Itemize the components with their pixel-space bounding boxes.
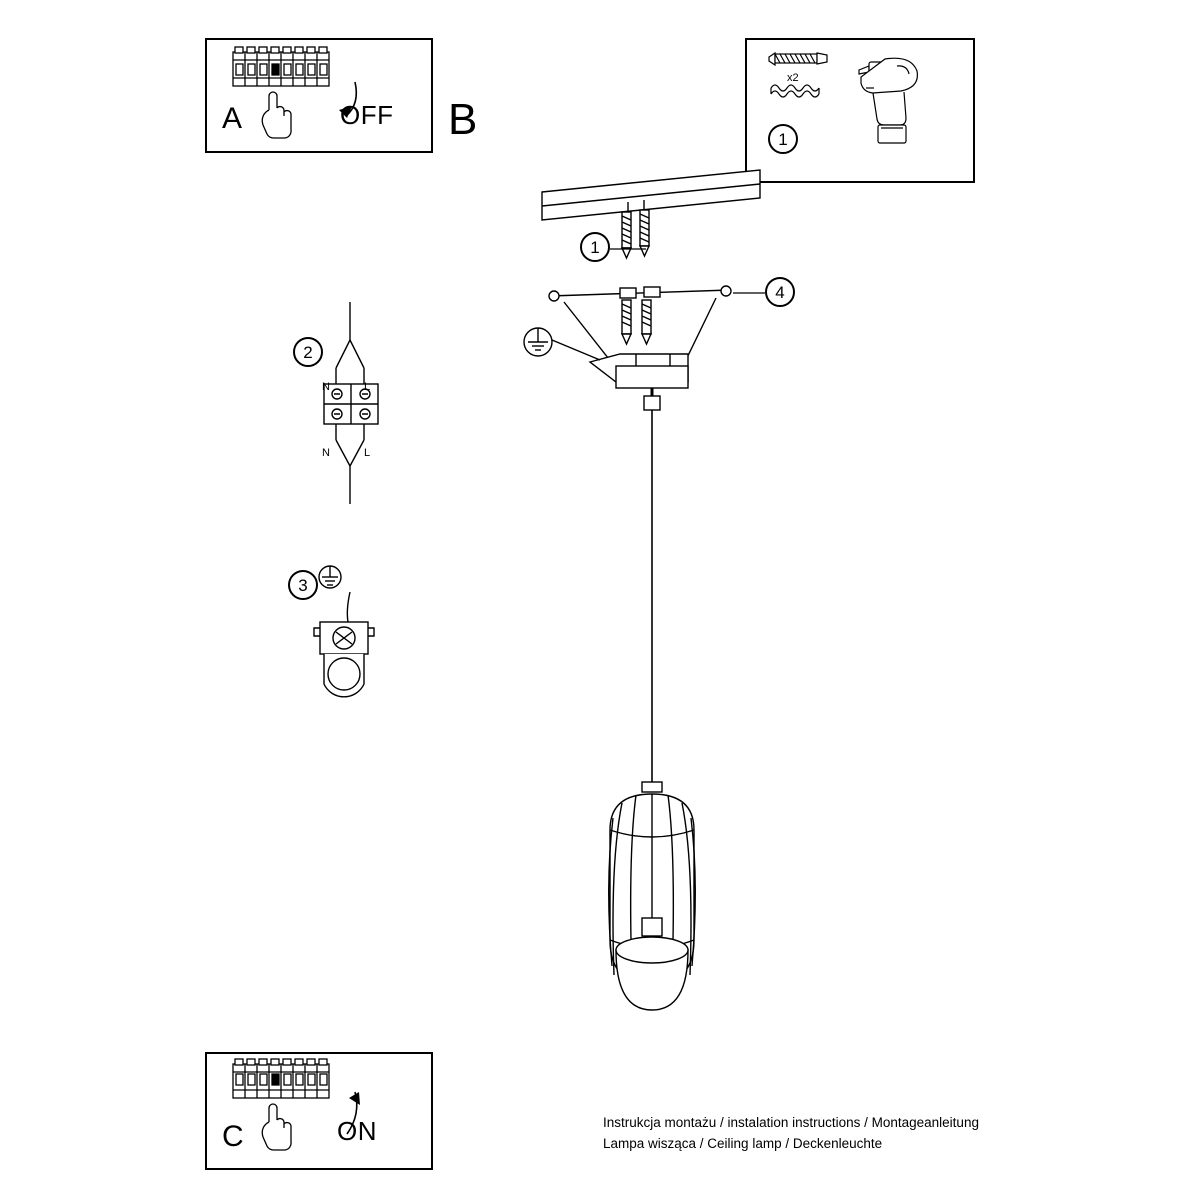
step-badge-ceiling: 1 xyxy=(580,232,610,262)
panel-c-letter: C xyxy=(222,1120,244,1153)
terminal-label-n-top: N xyxy=(322,381,330,393)
pendant-cage-lamp-icon xyxy=(609,782,696,1010)
step-badge-canopy: 4 xyxy=(765,277,795,307)
leader-line-1 xyxy=(608,244,648,254)
terminal-label-n-bottom: N xyxy=(322,447,330,459)
wall-plug-icon xyxy=(771,85,819,97)
panel-a xyxy=(205,38,433,153)
step-badge-tools: 1 xyxy=(768,124,798,154)
panel-a-letter: A xyxy=(222,102,243,135)
terminal-label-l-top: L xyxy=(364,381,371,393)
step-badge-earth: 3 xyxy=(288,570,318,600)
panel-b-letter: B xyxy=(448,95,478,144)
footer-line-2: Lampa wisząca / Ceiling lamp / Deckenleuchte xyxy=(603,1135,883,1151)
panel-c-state-label: ON xyxy=(337,1116,377,1146)
panel-a-state-label: OFF xyxy=(340,100,394,130)
terminal-label-l-bottom: L xyxy=(364,447,371,459)
quantity-label-x2: x2 xyxy=(787,72,799,84)
leader-line-4 xyxy=(733,288,767,298)
footer-caption xyxy=(603,1113,979,1155)
step-2-wiring-graphic xyxy=(300,288,430,528)
step-badge-wiring: 2 xyxy=(293,337,323,367)
footer-line-1: Instrukcja montażu / instalation instructions / Montageanleitung xyxy=(603,1115,979,1130)
cordless-drill-icon xyxy=(859,58,917,143)
main-assembly-graphic xyxy=(430,150,990,1070)
earth-symbol-icon xyxy=(524,328,552,356)
screw-icon xyxy=(769,53,827,65)
